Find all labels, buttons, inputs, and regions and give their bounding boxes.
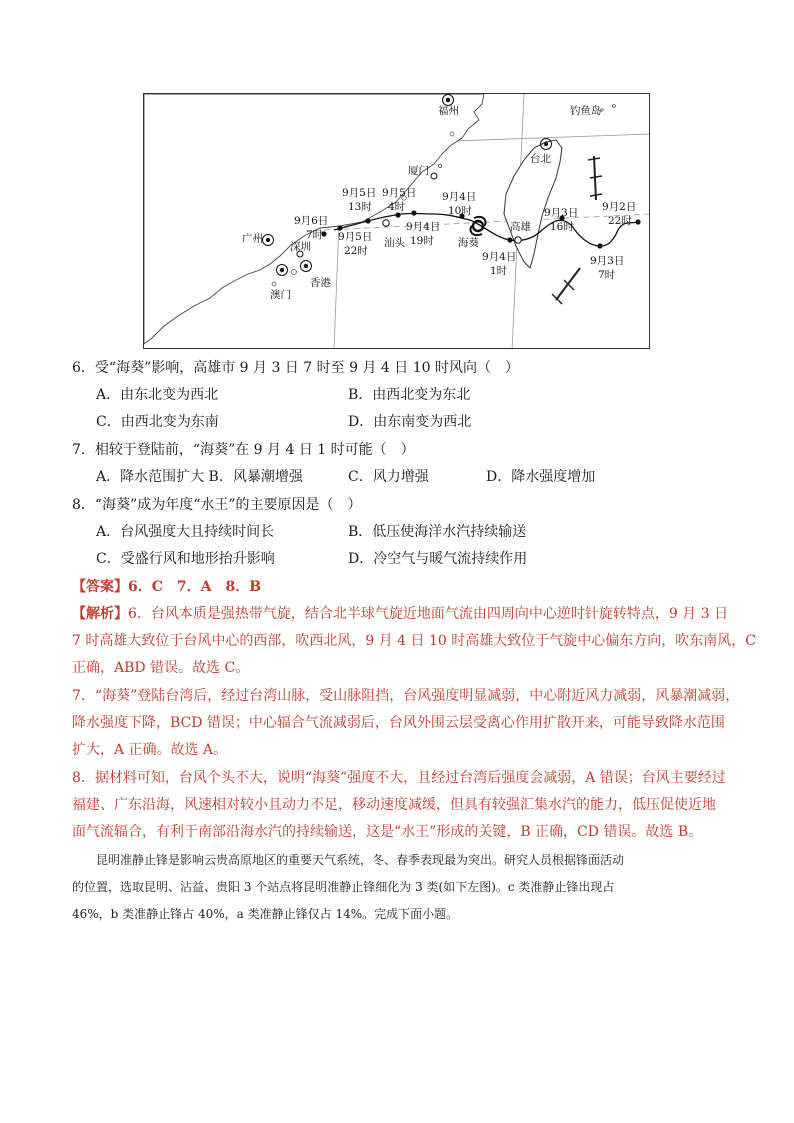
answer-text: 6．C 7．A 8．B — [128, 579, 262, 595]
analysis-q8-line-3: 面气流辐合，有利于南部沿海水汽的持续输送，这是“水王”形成的关键，B 正确，CD 错误。故选 B。 — [72, 824, 703, 840]
question-8-option-d: D．冷空气与暖气流持续作用 — [348, 551, 528, 567]
question-6-option-b: B．由西北变为东北 — [348, 387, 471, 403]
question-6-option-a: A．由东北变为西北 — [96, 387, 219, 403]
track-label-5-13-hour: 13时 — [348, 201, 372, 213]
track-label-4-1-hour: 1时 — [490, 265, 508, 277]
track-label-5-22-date: 9月5日 — [338, 231, 373, 243]
track-label-5-4-hour: 4时 — [388, 201, 406, 213]
label-xianggang: 香港 — [310, 277, 331, 289]
island — [272, 282, 276, 286]
island — [613, 105, 616, 108]
track-point — [507, 237, 512, 242]
track-label-4-10-hour: 10时 — [448, 205, 472, 217]
question-7-option-d: D．降水强度增加 — [486, 469, 596, 485]
xiamen-marker — [431, 173, 437, 179]
label-xiamen: 厦门 — [408, 165, 429, 177]
track-point — [635, 219, 640, 224]
gaoxiong-marker — [515, 237, 521, 243]
label-haikui: 海葵 — [458, 237, 479, 249]
track-label-6-7-date: 9月6日 — [294, 215, 329, 227]
track-label-3-7-date: 9月3日 — [590, 255, 625, 267]
aomen-city-icon — [277, 265, 288, 276]
next-material-line-2: 的位置，选取昆明、沾益、贵阳 3 个站点将昆明准静止锋细化为 3 类(如下左图)。c 类准静止锋出现占 — [72, 880, 615, 894]
xianggang-city-icon — [301, 261, 312, 272]
shantou-marker — [383, 220, 389, 226]
track-point — [365, 218, 370, 223]
track-label-3-16-hour: 16时 — [550, 221, 574, 233]
track-label-4-1-date: 9月4日 — [482, 251, 517, 263]
analysis-q7-line-1: 7．“海葵”登陆台湾后，经过台湾山脉，受山脉阻挡，台风强度明显减弱，中心附近风力减弱，风暴潮减弱， — [72, 688, 740, 704]
track-label-5-22-hour: 22时 — [344, 245, 368, 257]
label-diaoyu: 钓鱼岛 — [570, 105, 602, 117]
question-8-option-a: A．台风强度大且持续时间长 — [96, 524, 275, 540]
question-8-stem: 8．“海葵”成为年度“水王”的主要原因是（ ） — [72, 497, 362, 513]
analysis-q7-line-3: 扩大，A 正确。故选 A。 — [72, 742, 228, 758]
track-label-4-19-date: 9月4日 — [406, 221, 441, 233]
next-material-line-3: 46%，b 类准静止锋占 40%，a 类准静止锋仅占 14%。完成下面小题。 — [72, 907, 459, 921]
label-shantou: 汕头 — [384, 237, 405, 249]
track-label-3-16-date: 9月3日 — [544, 207, 579, 219]
label-aomen: 澳门 — [270, 289, 291, 301]
track-label-2-22-date: 9月2日 — [602, 201, 637, 213]
typhoon-track-line — [334, 214, 638, 247]
island — [292, 270, 297, 275]
label-fuzhou: 福州 — [438, 105, 459, 117]
track-point — [337, 225, 342, 230]
question-8-option-c: C．受盛行风和地形抬升影响 — [96, 551, 275, 567]
question-6-option-d: D．由东南变为西北 — [348, 414, 472, 430]
track-label-2-22-hour: 22时 — [608, 215, 632, 227]
analysis-q8-line-2: 福建、广东沿海，风速相对较小且动力不足，移动速度减缓，但具有较强汇集水汽的能力，低压促使近地 — [72, 797, 716, 813]
analysis-tag: 【解析】 — [72, 606, 128, 622]
label-gaoxiong: 高雄 — [510, 221, 531, 233]
question-6-option-c: C．由西北变为东南 — [96, 414, 219, 430]
label-taibei: 台北 — [530, 153, 551, 165]
analysis-q8 — [72, 765, 732, 846]
analysis-q6-line-1 — [72, 601, 732, 628]
question-8-option-b: B．低压使海洋水汽持续输送 — [348, 524, 527, 540]
label-shenzhen: 深圳 — [290, 241, 311, 253]
track-point — [411, 210, 416, 215]
analysis-q6-line-2: 7 时高雄大致位于台风中心的西部，吹西北风，9 月 4 日 10 时高雄大致位于气旋中心偏东方向，吹东南风，C — [72, 633, 756, 649]
label-guangzhou: 广州 — [242, 233, 263, 245]
question-7-option-ab: A．降水范围扩大 B．风暴潮增强 — [96, 469, 303, 485]
wind-symbol — [552, 268, 580, 304]
question-7-stem: 7．相较于登陆前，“海葵”在 9 月 4 日 1 时可能（ ） — [72, 442, 415, 458]
track-label-3-7-hour: 7时 — [598, 269, 616, 281]
map-svg — [144, 94, 650, 349]
analysis-q7 — [72, 683, 740, 764]
question-7-option-c: C．风力增强 — [348, 469, 429, 485]
wind-symbol — [588, 156, 602, 200]
track-label-5-4-date: 9月5日 — [382, 187, 417, 199]
analysis-q6-line-3: 正确，ABD 错误。故选 C。 — [72, 660, 250, 676]
track-label-4-10-date: 9月4日 — [442, 191, 477, 203]
island — [438, 164, 441, 167]
track-point — [597, 243, 602, 248]
answer-line — [72, 577, 261, 597]
answer-tag: 【答案】 — [72, 579, 128, 595]
analysis-q7-line-2: 降水强度下降，BCD 错误；中心辐合气流减弱后，台风外围云层受离心作用扩散开来，可能导致降水范围 — [72, 715, 725, 731]
question-6-stem: 6．受“海葵”影响，高雄市 9 月 3 日 7 时至 9 月 4 日 10 时风向（ ） — [72, 360, 519, 376]
next-material-line-1: 昆明准静止锋是影响云贵高原地区的重要天气系统，冬、春季表现最为突出。研究人员根据锋面活动 — [72, 853, 625, 867]
analysis-q6-text-1: 6．台风本质是强热带气旋，结合北半球气旋近地面气流由四周向中心逆时针旋转特点，9 月 3 日 — [128, 606, 729, 622]
track-label-5-13-date: 9月5日 — [342, 187, 377, 199]
track-point — [395, 212, 400, 217]
track-label-4-19-hour: 19时 — [410, 235, 434, 247]
typhoon-track-map — [143, 93, 650, 349]
analysis-q8-line-1: 8．据材料可知，台风个头不大，说明“海葵”强度不大，且经过台湾后强度会减弱，A 错误；台风主要经过 — [72, 770, 726, 786]
typhoon-icon — [470, 217, 485, 235]
analysis-q6 — [72, 601, 756, 682]
next-material-paragraph — [72, 847, 732, 928]
track-label-6-7-hour: 7时 — [306, 229, 324, 241]
